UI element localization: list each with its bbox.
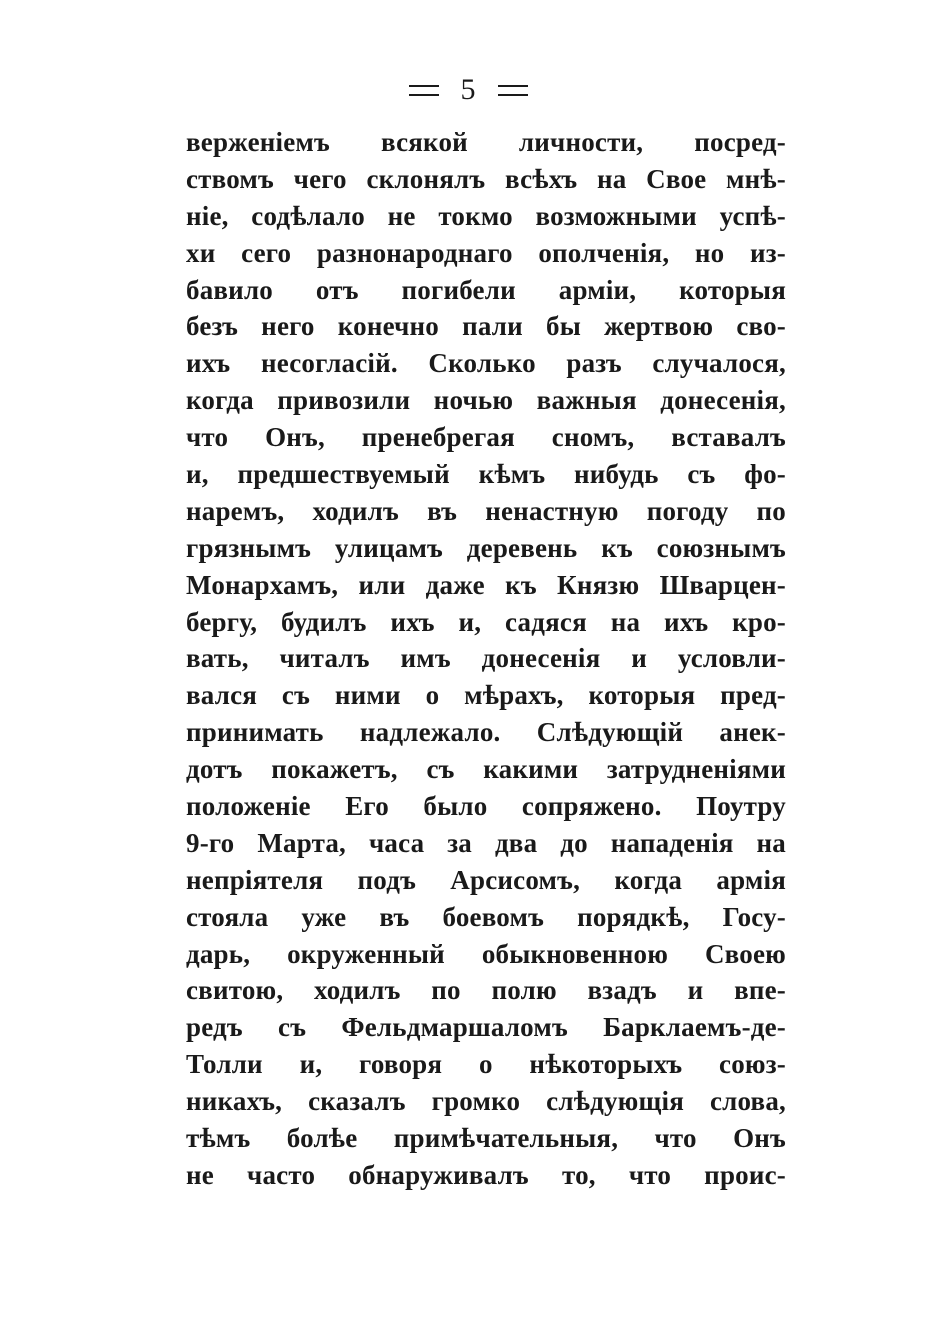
text-line: хи сего разнонароднаго ополченія, но из- bbox=[186, 237, 786, 268]
text-line: бергу, будилъ ихъ и, садяся на ихъ кро- bbox=[186, 606, 786, 637]
text-line: принимать надлежало. Слѣдующій анек- bbox=[186, 717, 786, 748]
text-line: 9-го Марта, часа за два до нападенія на bbox=[186, 827, 786, 858]
text-line: вался съ ними о мѣрахъ, которыя пред- bbox=[186, 680, 786, 711]
text-line: дарь, окруженный обыкновенною Своею bbox=[186, 938, 786, 969]
header-rule-left bbox=[409, 85, 439, 96]
body-text bbox=[186, 124, 786, 1194]
text-line: редъ съ Фельдмаршаломъ Барклаемъ-де- bbox=[186, 1012, 786, 1043]
text-line: свитою, ходилъ по полю взадъ и впе- bbox=[186, 975, 786, 1006]
text-line: бавило отъ погибели арміи, которыя bbox=[186, 274, 786, 305]
text-line: тѣмъ болѣе примѣчательныя, что Онъ bbox=[186, 1123, 786, 1154]
page-header bbox=[0, 70, 936, 110]
text-line: стояла уже въ боевомъ порядкѣ, Госу- bbox=[186, 901, 786, 932]
header-rule-right bbox=[498, 85, 528, 96]
text-line: ствомъ чего склонялъ всѣхъ на Свое мнѣ- bbox=[186, 163, 786, 194]
text-line: ихъ несогласій. Сколько разъ случалося, bbox=[186, 348, 786, 379]
text-line: не часто обнаруживалъ то, что проис- bbox=[186, 1159, 786, 1190]
text-line: Монархамъ, или даже къ Князю Шварцен- bbox=[186, 569, 786, 600]
page-number: 5 bbox=[460, 73, 476, 106]
text-line: когда привозили ночью важныя донесенія, bbox=[186, 385, 786, 416]
text-line: и, предшествуемый кѣмъ нибудь съ фо- bbox=[186, 459, 786, 490]
text-line: грязнымъ улицамъ деревень къ союзнымъ bbox=[186, 532, 786, 563]
text-line: ніе, содѣлало не токмо возможными успѣ- bbox=[186, 200, 786, 231]
text-line: вать, читалъ имъ донесенія и условли- bbox=[186, 643, 786, 674]
text-line: верженіемъ всякой личности, посред- bbox=[186, 127, 786, 157]
text-line: Толли и, говоря о нѣкоторыхъ союз- bbox=[186, 1049, 786, 1080]
text-line: что Онъ, пренебрегая сномъ, вставалъ bbox=[186, 422, 786, 453]
text-line: положеніе Его было сопряжено. Поутру bbox=[186, 791, 786, 822]
text-line: наремъ, ходилъ въ ненастную погоду по bbox=[186, 495, 786, 526]
text-line: безъ него конечно пали бы жертвою сво- bbox=[186, 311, 786, 342]
text-line: никахъ, сказалъ громко слѣдующія слова, bbox=[186, 1086, 786, 1117]
text-line: непріятеля подъ Арсисомъ, когда армія bbox=[186, 864, 786, 895]
text-line: дотъ покажетъ, съ какими затрудненіями bbox=[186, 754, 786, 785]
